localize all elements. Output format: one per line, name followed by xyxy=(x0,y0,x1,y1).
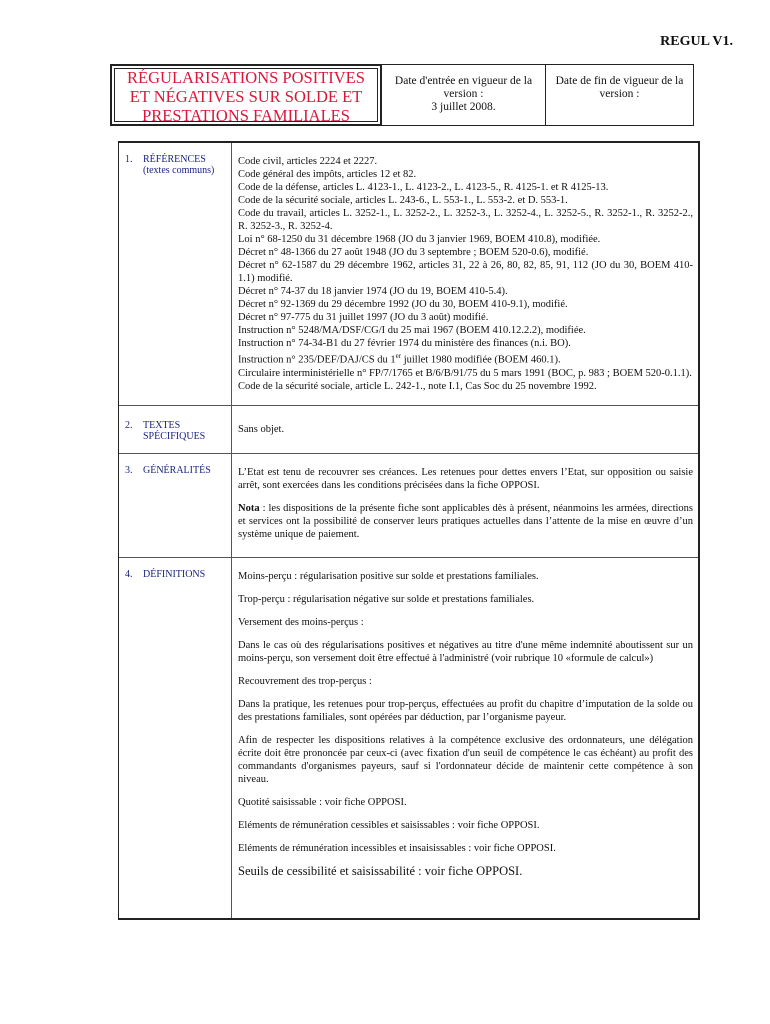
definition-paragraph: Seuils de cessibilité et saisissabilité : voir fiche OPPOSI. xyxy=(238,864,523,878)
document-reference: REGUL V1. xyxy=(660,34,733,49)
reference-line: Circulaire interministérielle n° FP/7/1765 et B/6/B/91/75 du 5 mars 1991 (BOC, p. 983 ; BOEM 520-0.1.1). xyxy=(238,367,692,379)
specific-texts-content: Sans objet. xyxy=(238,424,285,435)
nota-paragraph: Nota : les dispositions de la présente fiche sont applicables dès à présent, néanmoins les armées, directions et services ont la possibilité de conserver leurs pratiques actuelles dans l’attente de la mise en œuvre d’un système unique de paiement. xyxy=(238,503,693,540)
section-label: 3. GÉNÉRALITÉS xyxy=(125,465,211,476)
start-date-cell xyxy=(382,64,546,126)
definition-paragraph: Dans le cas où des régularisations positives et négatives au titre d'une même indemnité aboutissent sur un moins-perçu, son versement doit être effectué à l'administré (voir rubrique 10 «formule de calcul») xyxy=(238,640,693,664)
reference-line: Code civil, articles 2224 et 2227. xyxy=(238,156,378,167)
reference-line: Décret n° 48-1366 du 27 août 1948 (JO du 3 septembre ; BOEM 520-0.6), modifié. xyxy=(238,247,589,258)
definition-paragraph: Dans la pratique, les retenues pour trop-perçus, effectuées au profit du chapitre d’imputation de la solde ou des prestations familiales, sont opérées par déduction, par l’organisme payeur. xyxy=(238,699,693,723)
reference-line: Code du travail, articles L. 3252-1., L. 3252-2., L. 3252-3., L. 3252-4., L. 3252-5., R. 3252-1., R. 3252-2., R. 3252-3., R. 3252-4. xyxy=(238,208,693,232)
reference-line: Décret n° 97-775 du 31 juillet 1997 (JO du 3 août) modifié. xyxy=(238,312,489,323)
reference-line: Décret n° 62-1587 du 29 décembre 1962, articles 31, 22 à 26, 80, 82, 85, 91, 112 (JO du 30, BOEM 410-1.1) modifié. xyxy=(238,260,693,284)
definitions-content xyxy=(238,570,693,878)
section-generalities xyxy=(119,453,698,558)
generalities-content xyxy=(238,466,693,541)
title-line-2: ET NÉGATIVES SUR SOLDE ET xyxy=(129,86,363,106)
title-line-1: RÉGULARISATIONS POSITIVES xyxy=(127,67,365,87)
definition-paragraph: Trop-perçu : régularisation négative sur solde et prestations familiales. xyxy=(238,594,535,605)
section-label: 4. DÉFINITIONS xyxy=(125,569,206,580)
end-date-label: Date de fin de vigueur de la version : xyxy=(555,75,684,100)
reference-line: Code de la défense, articles L. 4123-1., L. 4123-2., L. 4123-5., R. 4125-1. et R 4125-13. xyxy=(238,182,609,193)
start-date-value: 3 juillet 2008. xyxy=(431,101,496,113)
reference-line: Décret n° 92-1369 du 29 décembre 1992 (JO du 30, BOEM 410-9.1), modifié. xyxy=(238,299,568,310)
definition-paragraph: Eléments de rémunération cessibles et saisissables : voir fiche OPPOSI. xyxy=(238,820,540,831)
definition-paragraph: Eléments de rémunération incessibles et insaisissables : voir fiche OPPOSI. xyxy=(238,843,556,854)
document-title xyxy=(110,64,382,126)
reference-line: Code général des impôts, articles 12 et 82. xyxy=(238,169,417,180)
references-list xyxy=(238,155,693,393)
definition-paragraph: Quotité saisissable : voir fiche OPPOSI. xyxy=(238,797,407,808)
definition-paragraph: Moins-perçu : régularisation positive sur solde et prestations familiales. xyxy=(238,571,539,582)
reference-line: Loi n° 68-1250 du 31 décembre 1968 (JO du 3 janvier 1969, BOEM 410.8), modifiée. xyxy=(238,234,601,245)
reference-line: Code de la sécurité sociale, articles L. 243-6., L. 553-1., L. 553-2. et D. 553-1. xyxy=(238,195,568,206)
reference-line: Instruction n° 74-34-B1 du 27 février 1974 du ministère des finances (n.i. BO). xyxy=(238,338,571,349)
reference-line: Instruction n° 5248/MA/DSF/CG/I du 25 mai 1967 (BOEM 410.12.2.2), modifiée. xyxy=(238,325,586,336)
reference-line: Code de la sécurité sociale, article L. 242-1., note I.1, Cas Soc du 25 novembre 1992. xyxy=(238,380,597,392)
definition-paragraph: Recouvrement des trop-perçus : xyxy=(238,676,372,687)
section-label: 2. TEXTES SPÉCIFIQUES xyxy=(125,420,206,442)
section-references xyxy=(119,143,698,405)
generalities-paragraph: L’Etat est tenu de recouvrer ses créances. Les retenues pour dettes envers l’Etat, sur opposition ou saisie arrêt, sont exercées dans les conditions précisées dans la fiche OPPOSI. xyxy=(238,467,693,491)
start-date-label: Date d'entrée en vigueur de la version : xyxy=(394,75,533,100)
reference-line: Décret n° 74-37 du 18 janvier 1974 (JO du 19, BOEM 410-5.4). xyxy=(238,286,508,297)
header-table xyxy=(110,64,695,128)
title-line-3: PRESTATIONS FAMILIALES xyxy=(142,105,350,125)
definition-paragraph: Afin de respecter les dispositions relatives à la compétence exclusive des ordonnateurs, une délégation écrite doit être prononcée par ceux-ci (avec fixation d'un seuil de compétence le cas échéant) au profit des commandants d'organismes payeurs, sauf si l'ordonnateur décide de maintenir cette compétence à son niveau. xyxy=(238,735,693,785)
end-date-cell xyxy=(546,64,694,126)
section-specific-texts xyxy=(119,405,698,454)
reference-line: Instruction n° 235/DEF/DAJ/CS du 1er juillet 1980 modifiée (BOEM 460.1). xyxy=(238,352,561,366)
section-definitions xyxy=(119,557,698,918)
section-label: 1. RÉFÉRENCES (textes communs) xyxy=(125,154,215,176)
main-table xyxy=(118,141,700,920)
definition-paragraph: Versement des moins-perçus : xyxy=(238,617,364,628)
